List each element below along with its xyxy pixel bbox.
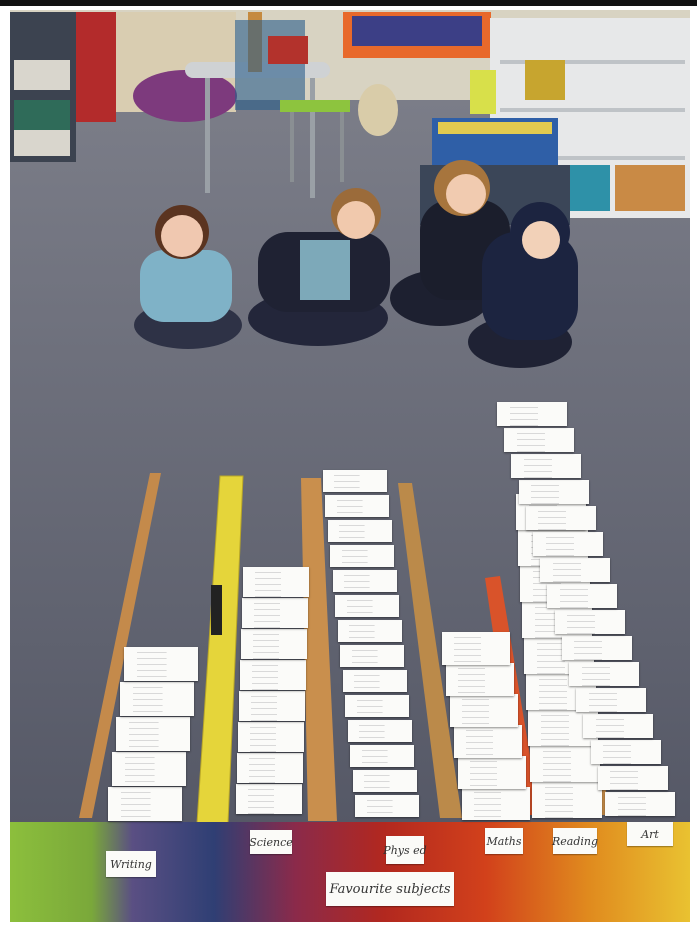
name-card xyxy=(120,682,194,716)
name-card xyxy=(462,787,530,820)
name-card xyxy=(240,660,306,690)
name-card xyxy=(555,610,625,634)
label-science: Science xyxy=(250,830,292,854)
name-card xyxy=(241,629,307,659)
name-card xyxy=(108,787,182,821)
name-card xyxy=(343,670,407,692)
name-card xyxy=(526,506,596,530)
label-writing: Writing xyxy=(106,851,156,877)
name-card xyxy=(533,532,603,556)
name-card xyxy=(325,495,389,517)
name-card xyxy=(328,520,392,542)
name-card xyxy=(504,428,574,452)
name-card xyxy=(348,720,412,742)
name-card xyxy=(598,766,668,790)
name-card xyxy=(547,584,617,608)
label-reading: Reading xyxy=(553,828,597,854)
name-card xyxy=(239,691,305,721)
name-card xyxy=(238,722,304,752)
name-card xyxy=(605,792,675,816)
label-maths: Maths xyxy=(485,828,523,854)
name-card xyxy=(569,662,639,686)
name-card xyxy=(519,480,589,504)
name-card xyxy=(591,740,661,764)
name-card xyxy=(350,745,414,767)
name-card xyxy=(323,470,387,492)
name-card xyxy=(124,647,198,681)
name-card xyxy=(562,636,632,660)
name-card xyxy=(338,620,402,642)
name-card xyxy=(112,752,186,786)
name-card xyxy=(576,688,646,712)
chart-title-card: Favourite subjects xyxy=(326,872,454,906)
name-card xyxy=(333,570,397,592)
name-card xyxy=(355,795,419,817)
label-art: Art xyxy=(627,822,673,846)
name-card xyxy=(330,545,394,567)
name-card xyxy=(442,632,510,665)
name-card xyxy=(530,746,600,782)
name-card xyxy=(345,695,409,717)
name-card xyxy=(353,770,417,792)
name-card xyxy=(454,725,522,758)
name-card xyxy=(497,402,567,426)
name-card xyxy=(532,782,602,818)
name-card xyxy=(446,663,514,696)
name-card xyxy=(335,595,399,617)
name-card xyxy=(511,454,581,478)
name-card xyxy=(236,784,302,814)
label-phys-ed: Phys ed xyxy=(386,836,424,864)
name-card xyxy=(458,756,526,789)
name-card xyxy=(450,694,518,727)
name-card xyxy=(243,567,309,597)
name-card xyxy=(540,558,610,582)
name-card xyxy=(242,598,308,628)
name-card xyxy=(583,714,653,738)
name-card xyxy=(237,753,303,783)
name-card xyxy=(116,717,190,751)
name-card xyxy=(340,645,404,667)
